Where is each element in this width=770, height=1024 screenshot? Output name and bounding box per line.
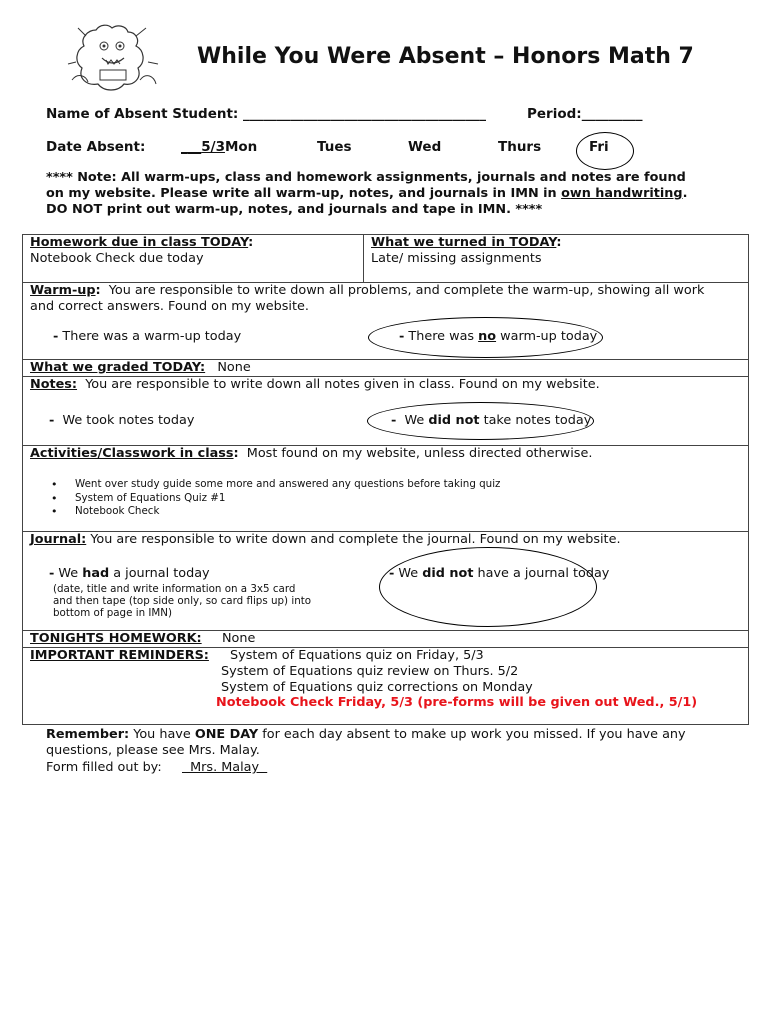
graded-notes-section [22,359,749,446]
reminders-section [22,647,749,725]
note-line-2: on my website. Please write all warm-up, notes, and journals in IMN in own handwriting. [46,186,688,201]
reminder-highlight: Notebook Check Friday, 5/3 (pre-forms will be given out Wed., 5/1) [216,695,698,710]
note-block [46,170,736,218]
page-title: While You Were Absent – Honors Math 7 [197,44,694,69]
bulldog-mascot-logo [66,22,162,94]
activity-item: • Notebook Check [30,505,500,519]
journal-option-yes[interactable]: - We had a journal today [49,566,210,581]
tonights-homework-value: None [221,631,256,646]
remember-block: Remember: You have ONE DAY for each day absent to make up work you missed. If you have any [46,727,686,742]
period-row [527,106,642,122]
homework-due-label: Homework due in class TODAY [30,235,249,250]
remember-label: Remember: [46,727,130,742]
day-wed: Wed [408,139,442,155]
activity-item: • Went over study guide some more and answered any questions before taking quiz [30,478,500,492]
turned-in-label: What we turned in TODAY [371,235,557,250]
journal-label: Journal: [30,532,87,547]
period-label: Period: [527,106,582,122]
one-day-text: ONE DAY [194,727,259,742]
journal-text: You are responsible to write down and complete the journal. Found on my website. [90,532,621,547]
date-absent-value: 5/3 [201,139,225,155]
activities-text: Most found on my website, unless directed otherwise. [246,446,593,461]
warmup-no-circle [368,317,603,358]
activity-item: • System of Equations Quiz #1 [30,492,500,506]
warmup-option-yes[interactable]: - There was a warm-up today [53,329,242,344]
filled-by-label: Form filled out by: [46,760,162,775]
name-label: Name of Absent Student: [46,106,239,122]
tonights-homework-row [22,630,749,648]
name-blank[interactable]: ____________________________________ [243,106,487,122]
notes-text: You are responsible to write down all notes given in class. Found on my website. [85,377,600,392]
date-blank: ___ [181,139,202,155]
date-label: Date Absent: [46,139,146,155]
name-row [46,106,486,122]
journal-no-circle [379,547,597,627]
notes-option-yes[interactable]: - We took notes today [49,413,195,428]
own-handwriting-text: own handwriting [561,186,683,201]
notes-no-circle [367,402,594,440]
period-blank[interactable]: _________ [581,106,643,122]
activities-list [30,478,500,519]
warmup-text-2: and correct answers. Found on my website. [30,299,309,314]
fri-circle [576,132,634,170]
graded-label: What we graded TODAY: [30,360,206,375]
reminder-item: System of Equations quiz corrections on Monday [221,680,533,695]
warmup-label: Warm-up [30,283,96,298]
graded-value: None [217,360,251,375]
activities-section: Activities/Classwork in class: Most found on my website, unless directed otherwise. • Went over study guide some more and answered any questions before taking quiz • System of Equations Quiz #1 • Notebook Check [22,445,749,532]
reminder-item: System of Equations quiz on Friday, 5/3 [230,648,484,663]
homework-due-value: Notebook Check due today [30,251,204,266]
day-mon: Mon [224,139,258,155]
tonights-homework-label: TONIGHTS HOMEWORK: [30,631,202,646]
activities-label: Activities/Classwork in class [30,446,234,461]
filled-by-row [46,760,267,777]
turned-in-cell: What we turned in TODAY: Late/ missing assignments [363,234,749,283]
reminder-item: System of Equations quiz review on Thurs. 5/2 [221,664,519,679]
turned-in-value: Late/ missing assignments [371,251,542,266]
note-line-3: DO NOT print out warm-up, notes, and journals and tape in IMN. **** [46,202,543,217]
notes-label: Notes: [30,377,78,392]
reminders-label: IMPORTANT REMINDERS: [30,648,209,663]
remember-line-2: questions, please see Mrs. Malay. [46,743,260,758]
day-thurs: Thurs [498,139,542,155]
warmup-section: Warm-up: You are responsible to write down all problems, and complete the warm-up, showing all work and correct answers. Found on my website. - There was a warm-up today - There was no warm-up today [22,282,749,360]
note-line-1: **** Note: All warm-ups, class and homework assignments, journals and notes are found [46,170,686,185]
journal-instructions: (date, title and write information on a 3x5 card and then tape (top side only, so card flips up) into bottom of page in IMN) [53,583,312,619]
day-fri: Fri [589,139,609,155]
day-tues: Tues [317,139,352,155]
filled-by-value: Mrs. Malay [181,760,268,775]
warmup-option-no[interactable]: - There was no warm-up today [399,329,598,344]
journal-option-no[interactable]: - We did not have a journal today [389,566,610,581]
homework-due-cell: Homework due in class TODAY: Notebook Check due today [22,234,364,283]
date-value [181,139,257,155]
notes-option-no[interactable]: - We did not take notes today [391,413,592,428]
warmup-text-1: You are responsible to write down all problems, and complete the warm-up, showing all work [108,283,705,298]
